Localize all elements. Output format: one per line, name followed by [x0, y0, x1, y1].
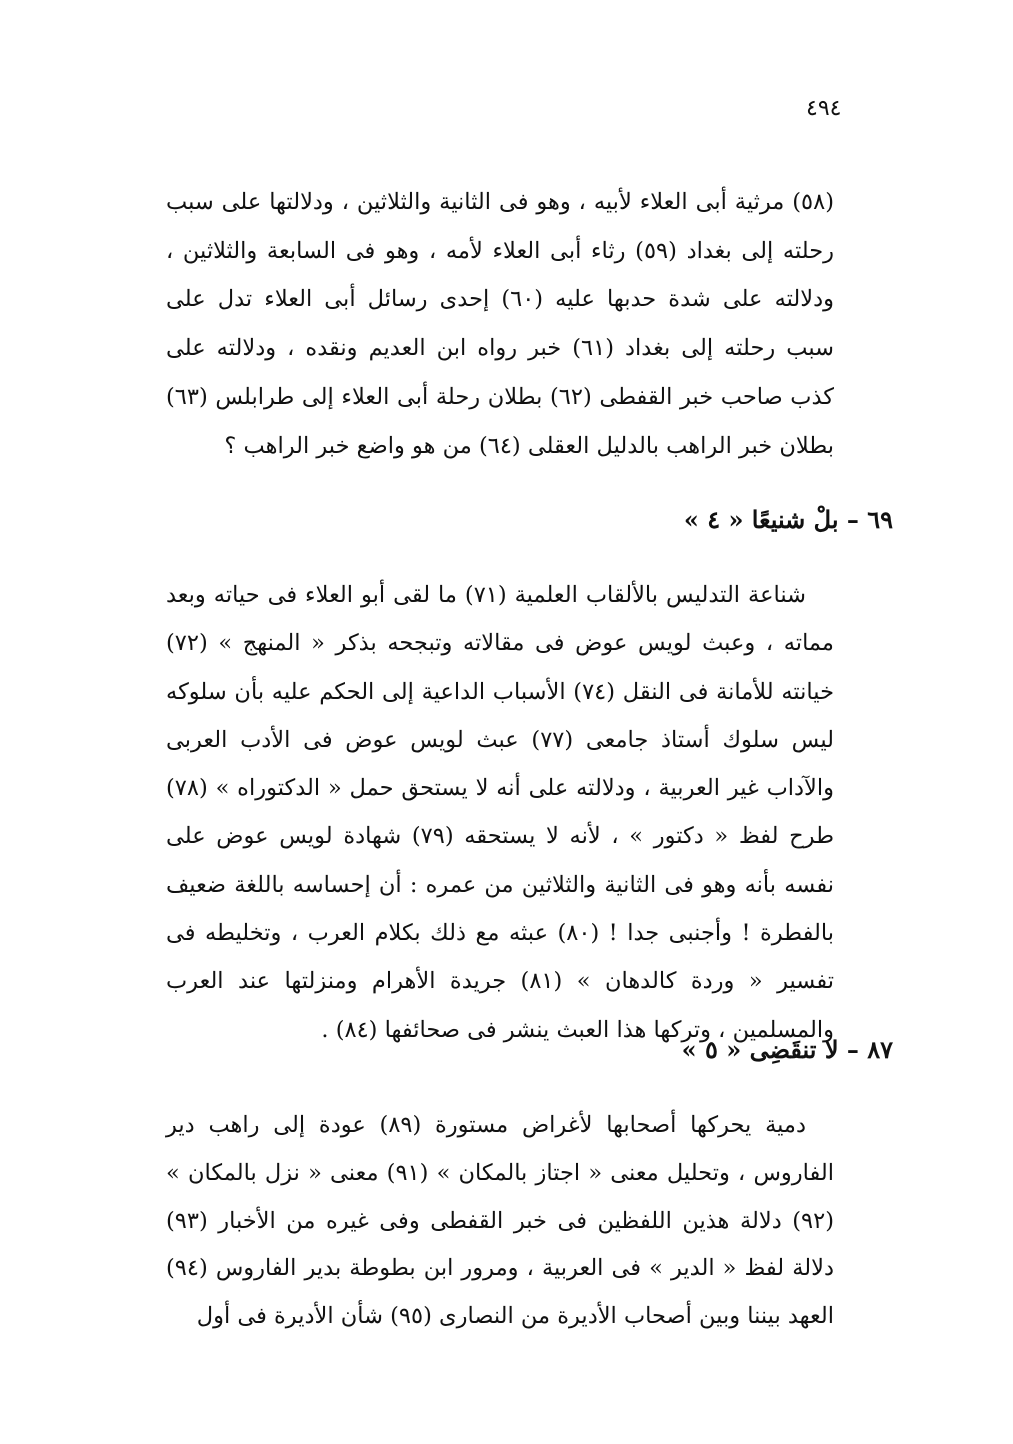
section-2-block [166, 571, 834, 1054]
section-2-paragraph: شناعة التدليس بالألقاب العلمية (٧١) ما لقى أبو العلاء فى حياته وبعد مماته ، وعبث لويس عوض فى مقالاته وتبجحه بذكر « المنهج » (٧٢) خيانته للأمانة فى النقل (٧٤) الأسباب الداعية إلى الحكم عليه بأن سلوكه ليس سلوك أستاذ جامعى (٧٧) عبث لويس عوض فى الأدب العربى والآداب غير العربية ، ودلالته على أنه لا يستحق حمل « الدكتوراه » (٧٨) طرح لفظ « دكتور » ، لأنه لا يستحقه (٧٩) شهادة لويس عوض على نفسه بأنه وهو فى الثانية والثلاثين من عمره : أن إحساسه باللغة ضعيف بالفطرة ! وأجنبى جدا ! (٨٠) عبثه مع ذلك بكلام العرب ، وتخليطه فى تفسير « وردة كالدهان » (٨١) جريدة الأهرام ومنزلتها عند العرب والمسلمين ، وتركها هذا العبث ينشر فى صحائفها (٨٤) . [166, 582, 834, 1043]
section-3-block [166, 1102, 834, 1341]
section-1-block [166, 178, 834, 470]
section-1-paragraph: (٥٨) مرثية أبى العلاء لأبيه ، وهو فى الثانية والثلاثين ، ودلالتها على سبب رحلته إلى بغداد (٥٩) رثاء أبى العلاء لأمه ، وهو فى السابعة والثلاثين ، ودلالته على شدة حدبها عليه (٦٠) إحدى رسائل أبى العلاء تدل على سبب رحلته إلى بغداد (٦١) خبر رواه ابن العديم ونقده ، ودلالته على كذب صاحب خبر القفطى (٦٢) بطلان رحلة أبى العلاء إلى طرابلس (٦٣) بطلان خبر الراهب بالدليل العقلى (٦٤) من هو واضع خبر الراهب ؟ [166, 189, 834, 459]
page-number: ٤٩٤ [806, 96, 842, 121]
chapter-heading-87: ٨٧ – لا تنقَضِى « ٥ » [681, 1035, 893, 1064]
chapter-heading-69: ٦٩ – بلْ شنيعًا « ٤ » [683, 505, 893, 534]
section-3-paragraph: دمية يحركها أصحابها لأغراض مستورة (٨٩) عودة إلى راهب دير الفاروس ، وتحليل معنى « اجتاز بالمكان » (٩١) معنى « نزل بالمكان » (٩٢) دلالة هذين اللفظين فى خبر القفطى وفى غيره من الأخبار (٩٣) دلالة لفظ « الدير » فى العربية ، ومرور ابن بطوطة بدير الفاروس (٩٤) العهد بيننا وبين أصحاب الأديرة من النصارى (٩٥) شأن الأديرة فى أول [166, 1112, 834, 1330]
